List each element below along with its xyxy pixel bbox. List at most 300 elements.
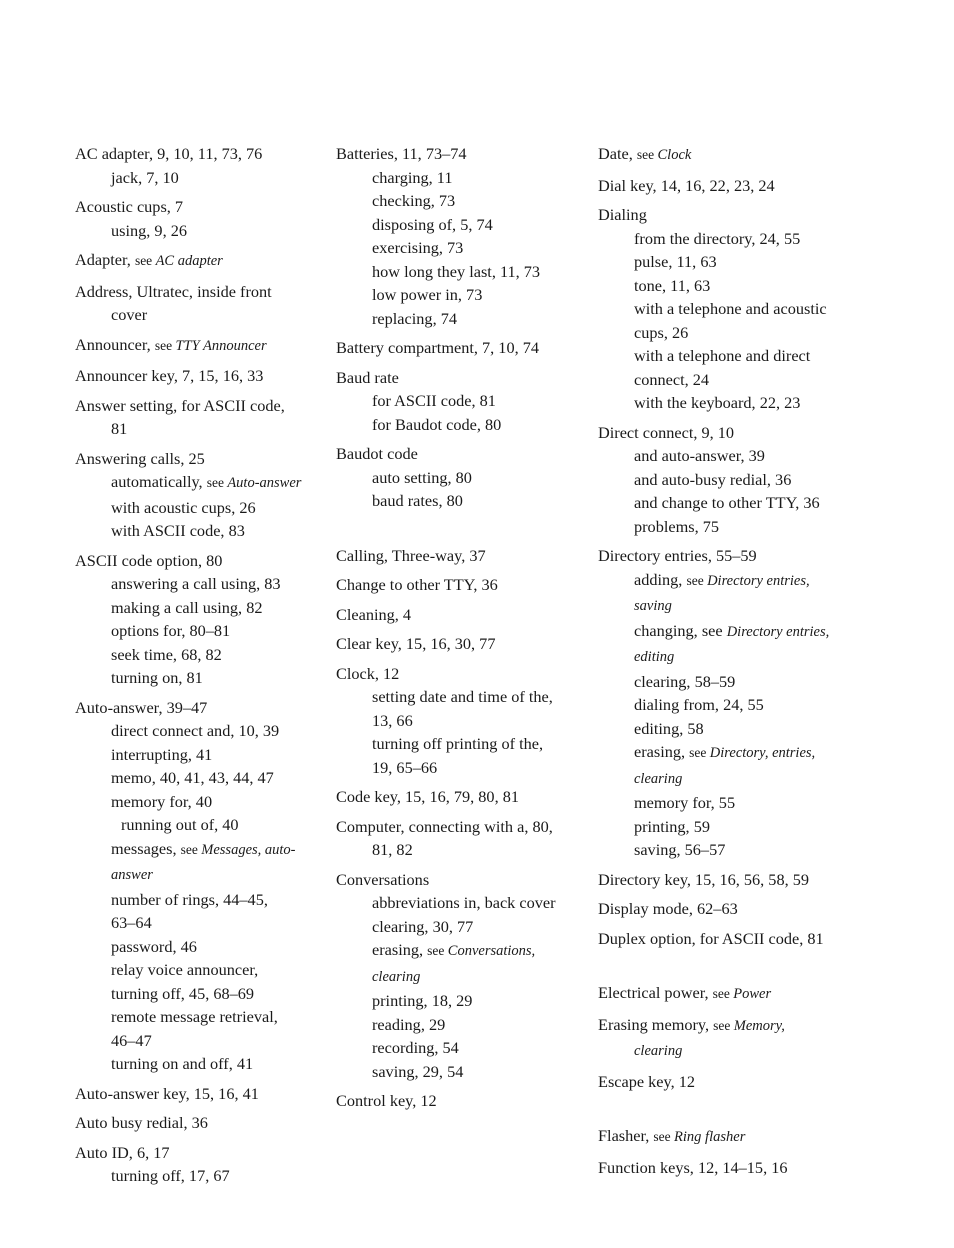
subentry-line: [634, 491, 848, 515]
text: with the keyboard, 22, 23: [634, 393, 801, 412]
index-entry: [75, 1111, 325, 1135]
text: auto setting, 80: [372, 467, 472, 487]
index-subentry: [598, 491, 848, 515]
index-entry: [336, 573, 586, 597]
entry-heading: [598, 1124, 848, 1150]
subentry-line: [372, 307, 586, 331]
text: and change to other TTY, 36: [634, 493, 820, 512]
text: direct connect and, 10, 39: [111, 721, 280, 740]
text: ASCII code option, 80: [75, 550, 223, 570]
entry-heading: [336, 442, 586, 466]
entry-continuation: [598, 1038, 848, 1064]
index-subentry: [598, 717, 848, 741]
text: automatically,: [111, 472, 207, 491]
index-entry: [336, 142, 586, 330]
index-subentry: [598, 250, 848, 274]
entry-continuation: [75, 303, 325, 327]
text: recording, 54: [372, 1038, 459, 1057]
entry-heading: [336, 544, 586, 568]
index-subentry: [336, 915, 586, 939]
entry-heading: [598, 1156, 848, 1180]
subentry-line: [111, 643, 325, 667]
text: Answering calls, 25: [75, 448, 205, 468]
index-subentry: [336, 260, 586, 284]
text: pulse, 11, 63: [634, 252, 717, 271]
entry-heading: [598, 421, 848, 445]
text: jack, 7, 10: [111, 167, 179, 187]
text: saving, 56–57: [634, 840, 726, 859]
text: abbreviations in, back cover: [372, 893, 556, 912]
see-reference: Memory,: [733, 1017, 785, 1034]
see-word: see: [134, 253, 156, 268]
text: and auto-busy redial, 36: [634, 469, 792, 489]
index-entry: [598, 421, 848, 539]
text: Duplex option, for ASCII code, 81: [598, 928, 824, 948]
subentry-line: [111, 743, 325, 767]
index-subentry: [598, 227, 848, 251]
text: Function keys, 12, 14–15, 16: [598, 1157, 788, 1177]
text: with ASCII code, 83: [111, 521, 245, 540]
text: Computer, connecting with a, 80,: [336, 816, 553, 836]
text: for ASCII code, 81: [372, 391, 496, 410]
text: turning off printing of the,: [372, 734, 544, 753]
text: and auto-answer, 39: [634, 446, 765, 465]
text: problems, 75: [634, 516, 720, 536]
index-entry: [336, 662, 586, 780]
index-subentry: [598, 740, 848, 791]
entry-heading: [336, 815, 586, 839]
index-entry: [75, 447, 325, 543]
index-subentry: [75, 790, 325, 814]
subentry-line: [111, 935, 325, 959]
see-word: see: [713, 1017, 734, 1033]
index-subentry: [598, 619, 848, 670]
text: Clear key, 15, 16, 30, 77: [336, 634, 496, 653]
see-reference: Ring flasher: [674, 1129, 746, 1145]
index-entry: [75, 1141, 325, 1188]
subentry-line: [372, 915, 586, 939]
text: Conversations: [336, 869, 430, 889]
index-entry: [75, 195, 325, 242]
index-subentry: [598, 391, 848, 415]
index-subentry: [75, 766, 325, 790]
text: tone, 11, 63: [634, 275, 711, 295]
index-entry: [75, 364, 325, 388]
text: clearing, 58–59: [634, 671, 736, 691]
entry-heading: [75, 364, 325, 388]
entry-heading: [336, 1089, 586, 1113]
text: Escape key, 12: [598, 1071, 696, 1091]
subentry-line: [121, 813, 325, 837]
see-reference: Conversations,: [447, 943, 536, 959]
text: changing, see: [634, 620, 727, 640]
see-word: see: [154, 337, 176, 353]
index-subentry: [598, 670, 848, 694]
text: AC adapter, 9, 10, 11, 73, 76: [75, 144, 263, 163]
subentry-line: [111, 888, 325, 912]
entry-heading: [598, 927, 848, 951]
subentry-line: [372, 236, 586, 260]
text: replacing, 74: [372, 308, 457, 328]
subentry-line: [372, 732, 586, 756]
subentry-line: [634, 444, 848, 468]
text: Address, Ultratec, inside front: [75, 281, 272, 301]
index-subentry: [598, 815, 848, 839]
entry-continuation: [75, 417, 325, 441]
text: reading, 29: [372, 1014, 446, 1034]
index-entry: [75, 696, 325, 1076]
subentry-line: [634, 297, 848, 321]
see-reference: clearing: [372, 968, 421, 985]
text: Calling, Three-way, 37: [336, 545, 486, 565]
subentry-line: [372, 938, 586, 964]
text: memory for, 40: [111, 791, 213, 811]
text: with a telephone and acoustic: [634, 299, 827, 318]
text: seek time, 68, 82: [111, 644, 222, 664]
text: Directory entries, 55–59: [598, 546, 757, 565]
text: Baud rate: [336, 367, 399, 387]
text: 81, 82: [372, 840, 413, 859]
entry-heading: [598, 868, 848, 892]
text: Direct connect, 9, 10: [598, 422, 735, 442]
index-subentry: [75, 1005, 325, 1052]
index-entry: [336, 366, 586, 437]
index-subentry: [75, 813, 325, 837]
index-subentry: [336, 283, 586, 307]
subentry-line: [634, 568, 848, 594]
text: memory for, 55: [634, 793, 736, 812]
index-subentry: [75, 596, 325, 620]
text: relay voice announcer,: [111, 960, 259, 979]
index-subentry: [75, 743, 325, 767]
text: turning off, 17, 67: [111, 1166, 230, 1185]
see-reference: Directory entries,: [726, 623, 830, 640]
text: Announcer,: [75, 334, 155, 354]
text: running out of, 40: [121, 815, 239, 834]
entry-heading: [336, 868, 586, 892]
index-subentry: [598, 344, 848, 391]
entry-continuation: [336, 838, 586, 862]
index-subentry: [336, 891, 586, 915]
text: editing, 58: [634, 718, 704, 738]
text: with a telephone and direct: [634, 346, 811, 365]
subentry-line: [372, 1060, 586, 1084]
text: 81: [111, 419, 128, 438]
subentry-line: [634, 740, 848, 766]
subentry-line: [372, 1013, 586, 1037]
text: Auto-answer key, 15, 16, 41: [75, 1083, 259, 1103]
subentry-line: [634, 619, 848, 645]
subentry-line: [634, 693, 848, 717]
text: erasing,: [634, 742, 690, 761]
index-entry: [598, 174, 848, 198]
index-entry: [336, 603, 586, 627]
see-reference: clearing: [634, 1043, 683, 1059]
text: saving, 29, 54: [372, 1061, 464, 1081]
subentry-line: [634, 670, 848, 694]
index-entry: [336, 336, 586, 360]
subentry-line: [372, 489, 586, 513]
text: exercising, 73: [372, 238, 464, 257]
index-entry: [598, 1070, 848, 1094]
entry-heading: [75, 248, 325, 274]
subentry-line: [111, 982, 325, 1006]
index-column-3: [598, 142, 848, 1185]
text: cups, 26: [634, 322, 689, 342]
index-subentry: [75, 1164, 325, 1188]
index-subentry: [75, 619, 325, 643]
subentry-line: [634, 344, 848, 368]
index-subentry: [75, 496, 325, 520]
entry-heading: [336, 142, 586, 166]
text: Answer setting, for ASCII code,: [75, 395, 285, 415]
index-subentry: [336, 466, 586, 490]
text: password, 46: [111, 936, 197, 956]
index-subentry: [75, 719, 325, 743]
see-word: see: [686, 572, 708, 588]
index-subentry: [75, 519, 325, 543]
subentry-line: [634, 468, 848, 492]
entry-heading: [75, 1111, 325, 1135]
entry-heading: [598, 1070, 848, 1094]
index-entry: [598, 544, 848, 862]
subentry-line: [111, 766, 325, 790]
text: Date,: [598, 144, 637, 163]
text: Battery compartment, 7, 10, 74: [336, 338, 540, 357]
index-entry: [336, 632, 586, 656]
see-word: see: [689, 745, 710, 760]
subentry-line: [111, 837, 325, 863]
text: making a call using, 82: [111, 597, 263, 617]
subentry-line: [634, 593, 848, 619]
text: Acoustic cups, 7: [75, 197, 184, 216]
see-word: see: [180, 841, 202, 857]
subentry-line: [634, 791, 848, 815]
entry-heading: [598, 174, 848, 198]
text: baud rates, 80: [372, 491, 463, 510]
subentry-line: [111, 1052, 325, 1076]
entry-heading: [75, 142, 325, 166]
subentry-line: [634, 838, 848, 862]
entry-heading: [336, 785, 586, 809]
index-subentry: [336, 685, 586, 732]
subentry-line: [372, 389, 586, 413]
text: answering a call using, 83: [111, 574, 281, 593]
text: messages,: [111, 838, 181, 858]
see-reference: Auto-answer: [227, 475, 302, 491]
see-reference: TTY Announcer: [175, 337, 267, 354]
text: Clock, 12: [336, 663, 400, 683]
index-entry: [336, 544, 586, 568]
index-subentry: [598, 274, 848, 298]
entry-heading: [75, 447, 325, 471]
text: memo, 40, 41, 43, 44, 47: [111, 768, 274, 787]
index-entry: [336, 815, 586, 862]
index-subentry: [598, 297, 848, 344]
subentry-line: [111, 1164, 325, 1188]
index-entry: [598, 1013, 848, 1064]
text: 13, 66: [372, 710, 413, 730]
subentry-line: [111, 519, 325, 543]
index-subentry: [336, 307, 586, 331]
index-subentry: [336, 413, 586, 437]
entry-heading: [336, 662, 586, 686]
text: with acoustic cups, 26: [111, 497, 256, 517]
entry-heading: [336, 336, 586, 360]
subentry-line: [634, 766, 848, 792]
entry-heading: [598, 1013, 848, 1039]
subentry-line: [372, 283, 586, 307]
text: Dial key, 14, 16, 22, 23, 24: [598, 175, 775, 195]
entry-heading: [598, 142, 848, 168]
subentry-line: [111, 1029, 325, 1053]
index-entry: [75, 549, 325, 690]
entry-heading: [598, 897, 848, 921]
entry-heading: [598, 203, 848, 227]
index-subentry: [336, 989, 586, 1013]
entry-heading: [598, 981, 848, 1007]
index-subentry: [598, 693, 848, 717]
text: checking, 73: [372, 191, 456, 210]
text: turning off, 45, 68–69: [111, 983, 255, 1003]
index-entry: [75, 248, 325, 274]
subentry-line: [372, 964, 586, 990]
subentry-line: [634, 274, 848, 298]
subentry-line: [372, 413, 586, 437]
see-word: see: [427, 943, 448, 958]
index-entry: [598, 1156, 848, 1180]
index-subentry: [336, 938, 586, 989]
entry-heading: [75, 696, 325, 720]
text: number of rings, 44–45,: [111, 889, 268, 909]
text: Control key, 12: [336, 1091, 437, 1110]
subentry-line: [111, 219, 325, 243]
text: Directory key, 15, 16, 56, 58, 59: [598, 869, 810, 889]
text: charging, 11: [372, 167, 453, 187]
text: Dialing: [598, 205, 647, 224]
index-entry: [598, 203, 848, 415]
text: Announcer key, 7, 15, 16, 33: [75, 366, 264, 385]
subentry-line: [111, 666, 325, 690]
index-entry: [598, 897, 848, 921]
index-entry: [336, 868, 586, 1084]
index-entry: [598, 142, 848, 168]
index-subentry: [336, 489, 586, 513]
entry-heading: [336, 366, 586, 390]
text: dialing from, 24, 55: [634, 695, 764, 714]
subentry-line: [111, 719, 325, 743]
index-subentry: [75, 219, 325, 243]
subentry-line: [634, 250, 848, 274]
subentry-line: [372, 709, 586, 733]
subentry-line: [111, 572, 325, 596]
entry-heading: [75, 1141, 325, 1165]
index-subentry: [336, 1060, 586, 1084]
text: Display mode, 62–63: [598, 899, 738, 918]
see-reference: Messages, auto-: [201, 841, 296, 858]
text: setting date and time of the,: [372, 687, 553, 706]
text: how long they last, 11, 73: [372, 261, 541, 281]
text: Code key, 15, 16, 79, 80, 81: [336, 787, 519, 806]
subentry-line: [372, 891, 586, 915]
see-reference: AC adapter: [155, 253, 223, 269]
text: clearing, 30, 77: [372, 916, 474, 936]
text: turning on, 81: [111, 668, 203, 687]
entry-heading: [336, 573, 586, 597]
index-subentry: [598, 515, 848, 539]
text: printing, 18, 29: [372, 991, 473, 1010]
see-reference: Power: [733, 986, 772, 1002]
index-subentry: [336, 166, 586, 190]
entry-heading: [598, 544, 848, 568]
see-reference: answer: [111, 867, 153, 883]
subentry-line: [111, 470, 325, 496]
index-subentry: [336, 189, 586, 213]
subentry-line: [634, 815, 848, 839]
text: Auto ID, 6, 17: [75, 1142, 170, 1162]
text: Auto busy redial, 36: [75, 1113, 208, 1132]
see-reference: Directory, entries,: [709, 745, 816, 761]
index-subentry: [598, 568, 848, 619]
index-subentry: [336, 1013, 586, 1037]
text: for Baudot code, 80: [372, 414, 502, 434]
index-subentry: [75, 643, 325, 667]
text: 46–47: [111, 1030, 152, 1050]
index-subentry: [336, 213, 586, 237]
see-reference: Clock: [657, 147, 692, 163]
text: interrupting, 41: [111, 744, 213, 764]
index-entry: [75, 394, 325, 441]
index-entry: [336, 442, 586, 513]
subentry-line: [634, 644, 848, 670]
index-entry: [598, 981, 848, 1007]
text: using, 9, 26: [111, 220, 187, 240]
subentry-line: [634, 321, 848, 345]
text: disposing of, 5, 74: [372, 214, 493, 234]
subentry-line: [634, 717, 848, 741]
text: Batteries, 11, 73–74: [336, 144, 467, 163]
subentry-line: [372, 1036, 586, 1060]
text: 63–64: [111, 913, 152, 932]
index-subentry: [598, 468, 848, 492]
subentry-line: [372, 166, 586, 190]
subentry-line: [372, 213, 586, 237]
index-subentry: [75, 572, 325, 596]
see-reference: clearing: [634, 770, 683, 787]
index-subentry: [598, 444, 848, 468]
subentry-line: [372, 189, 586, 213]
index-subentry: [336, 1036, 586, 1060]
see-word: see: [712, 986, 734, 1001]
text: printing, 59: [634, 816, 710, 836]
subentry-line: [372, 756, 586, 780]
subentry-line: [111, 862, 325, 888]
see-word: see: [653, 1129, 675, 1144]
text: low power in, 73: [372, 285, 483, 304]
text: connect, 24: [634, 369, 710, 389]
index-subentry: [75, 888, 325, 935]
index-subentry: [75, 1052, 325, 1076]
text: options for, 80–81: [111, 621, 231, 640]
entry-heading: [75, 333, 325, 359]
index-subentry: [75, 837, 325, 888]
index-subentry: [598, 791, 848, 815]
text: from the directory, 24, 55: [634, 228, 801, 248]
text: 19, 65–66: [372, 757, 438, 777]
text: remote message retrieval,: [111, 1007, 278, 1026]
entry-heading: [75, 195, 325, 219]
index-entry: [598, 1124, 848, 1150]
